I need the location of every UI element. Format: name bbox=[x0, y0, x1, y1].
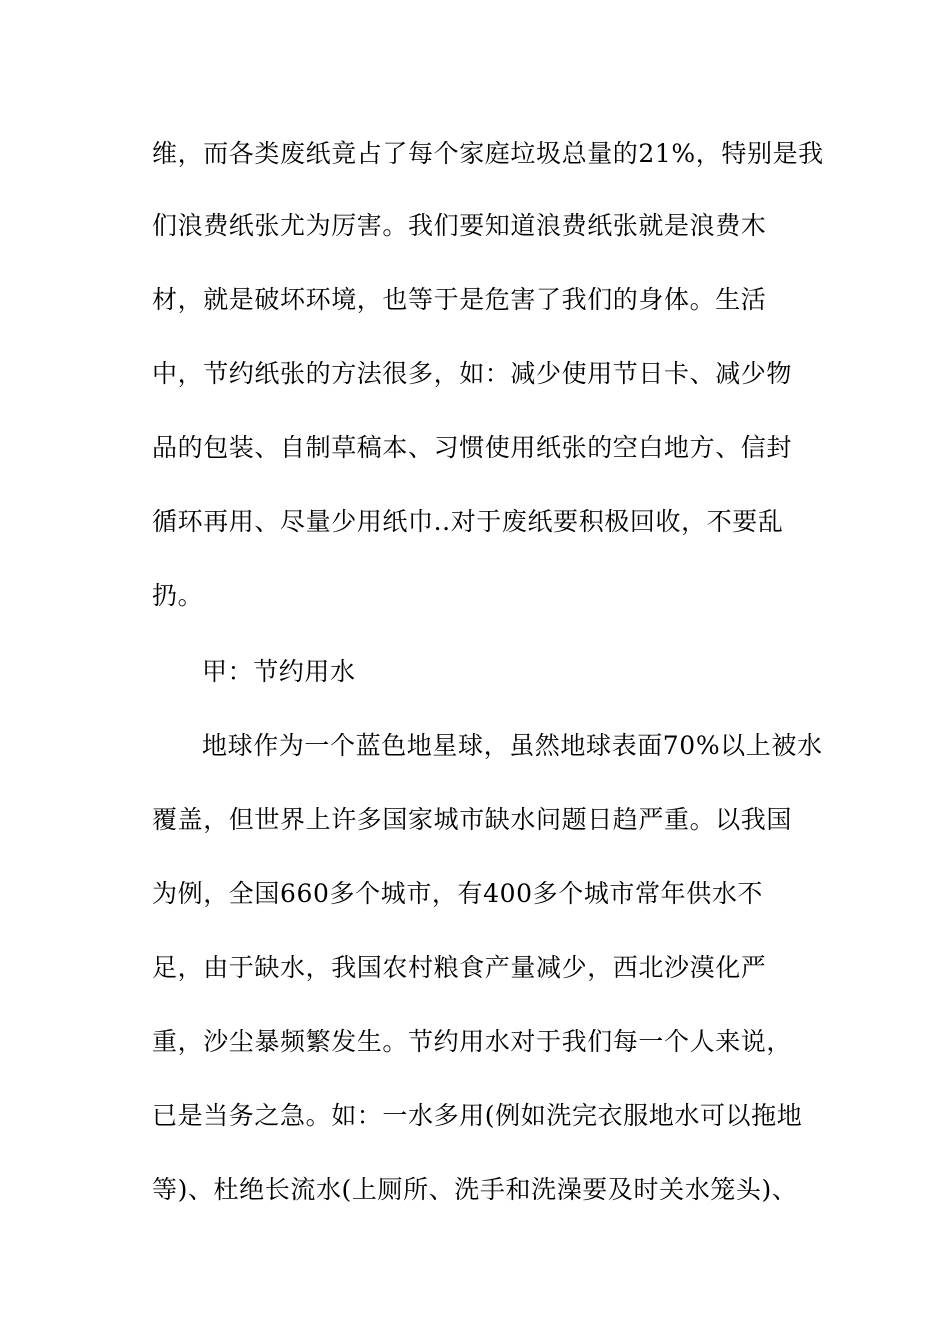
text-line: 扔。 bbox=[152, 581, 204, 610]
text-line: 等)、杜绝长流水(上厕所、洗手和洗澡要及时关水笼头)、 bbox=[152, 1175, 798, 1204]
text-line: 足，由于缺水，我国农村粮食产量减少，西北沙漠化严 bbox=[152, 953, 767, 982]
text-line: 覆盖，但世界上许多国家城市缺水问题日趋严重。以我国 bbox=[152, 805, 793, 834]
text-line: 循环再用、尽量少用纸巾..对于废纸要积极回收，不要乱 bbox=[152, 507, 784, 536]
text-line: 已是当务之急。如：一水多用(例如洗完衣服地水可以拖地 bbox=[152, 1101, 803, 1130]
text-line: 重，沙尘暴频繁发生。节约用水对于我们每一个人来说， bbox=[152, 1027, 793, 1056]
text-line: 材，就是破坏环境，也等于是危害了我们的身体。生活 bbox=[152, 285, 767, 314]
section-heading: 甲：节约用水 bbox=[202, 657, 356, 686]
text-line: 维，而各类废纸竟占了每个家庭垃圾总量的21%，特别是我 bbox=[152, 139, 824, 168]
paragraph-first-line: 地球作为一个蓝色地星球，虽然地球表面70%以上被水 bbox=[202, 731, 823, 760]
text-line: 为例，全国660多个城市，有400多个城市常年供水不 bbox=[152, 879, 764, 908]
text-line: 中，节约纸张的方法很多，如：减少使用节日卡、减少物 bbox=[152, 359, 793, 388]
text-line: 品的包装、自制草稿本、习惯使用纸张的空白地方、信封 bbox=[152, 433, 793, 462]
text-line: 们浪费纸张尤为厉害。我们要知道浪费纸张就是浪费木 bbox=[152, 211, 767, 240]
